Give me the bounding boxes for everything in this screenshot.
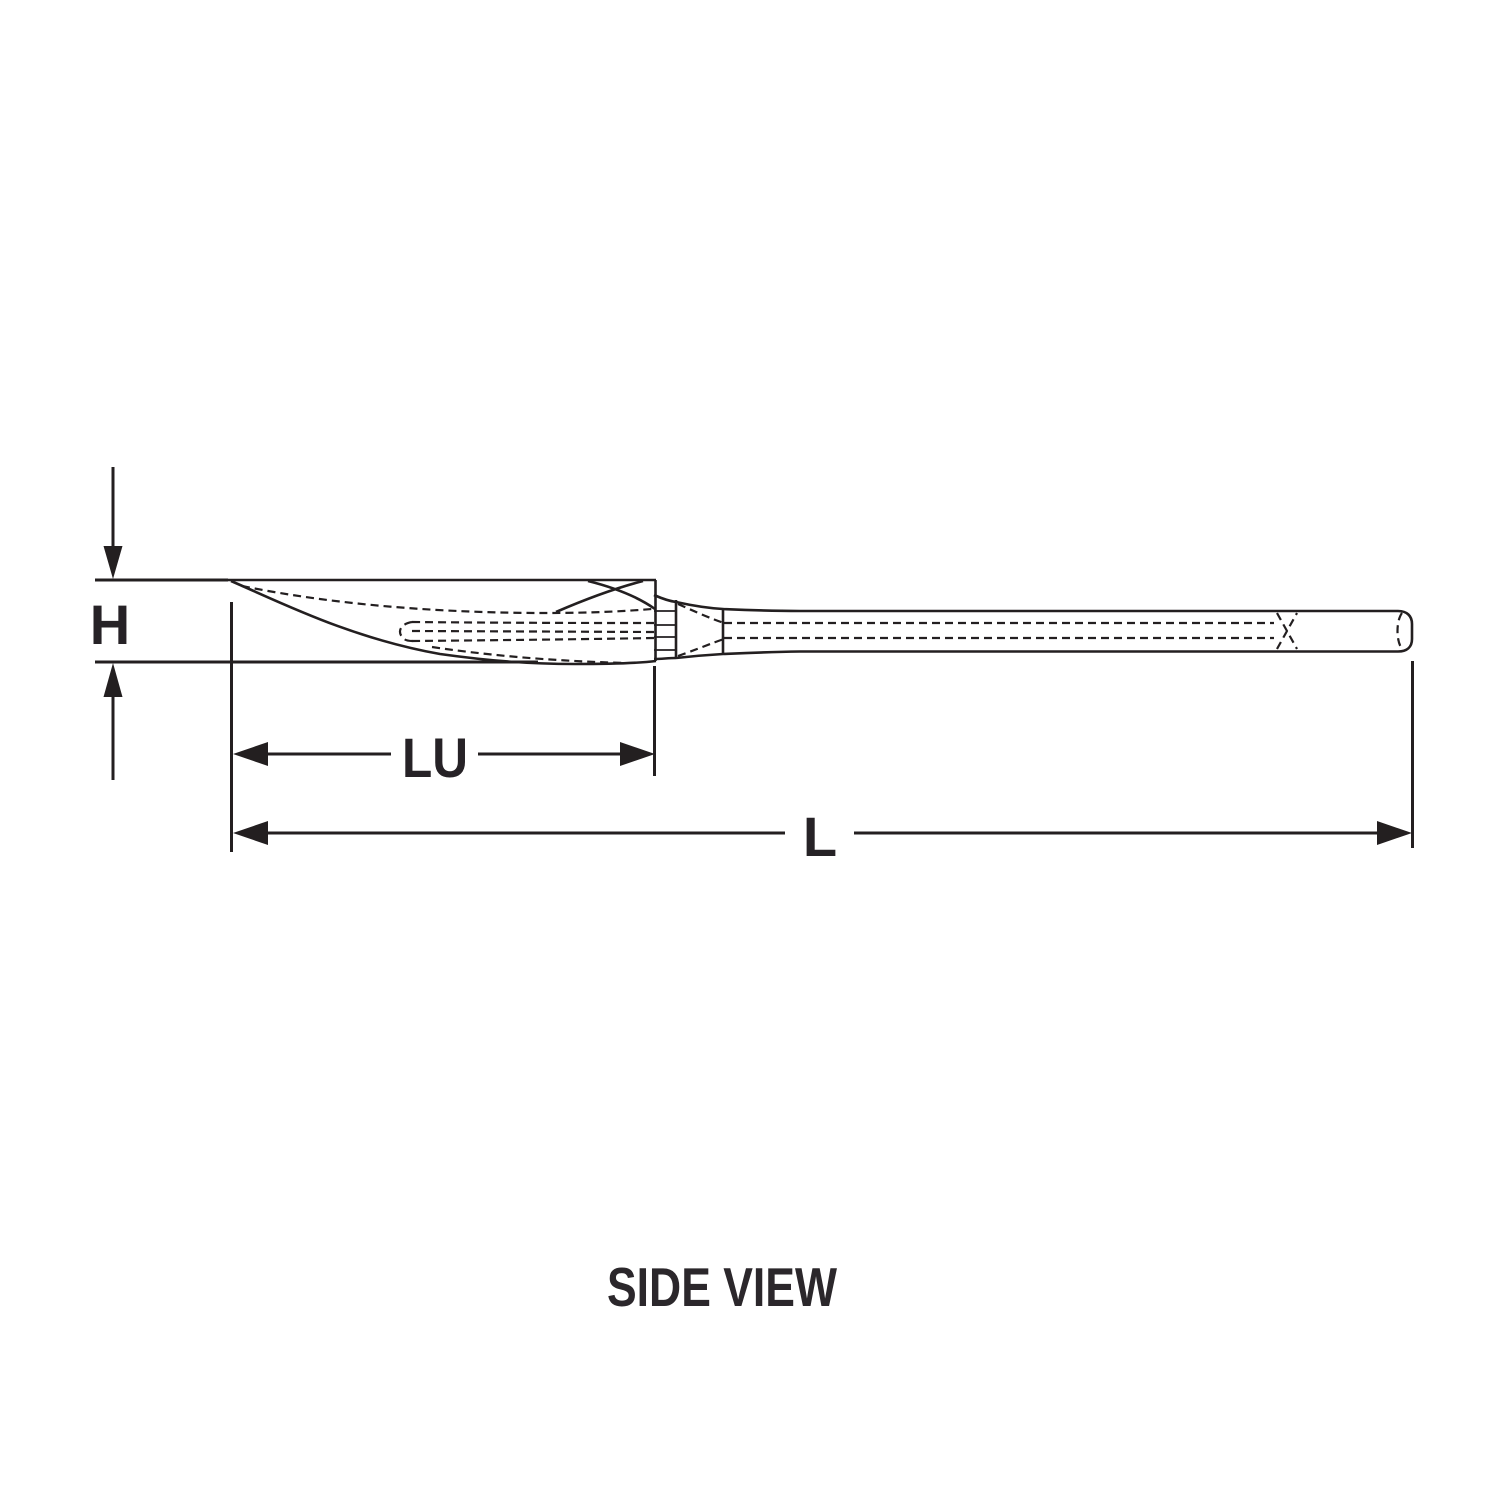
shaft-bottom-edge xyxy=(723,652,1398,655)
bolster-facet-lines xyxy=(654,611,676,650)
hidden-shaft-end-cross xyxy=(1277,613,1297,649)
l-arrow-left xyxy=(233,821,268,845)
hidden-end-face-arc xyxy=(1398,613,1403,649)
hidden-flute-top-curve xyxy=(242,586,652,613)
h-label: H xyxy=(89,593,131,656)
lu-dimension xyxy=(232,602,656,852)
hidden-flute-line-3 xyxy=(412,638,654,641)
hidden-flute-end-hook xyxy=(400,622,414,641)
blade-flute-curve xyxy=(556,581,643,612)
lu-label: LU xyxy=(402,726,468,789)
h-arrow-down-head xyxy=(104,546,123,579)
hidden-flute-line-1 xyxy=(412,622,654,623)
bolster-bottom-edge xyxy=(654,658,676,659)
shaft-top-edge xyxy=(723,609,1398,611)
l-label: L xyxy=(802,805,838,868)
l-arrow-right xyxy=(1377,821,1412,845)
side-view-caption: SIDE VIEW xyxy=(607,1256,838,1318)
lu-arrow-left xyxy=(233,742,268,766)
tool-drawing xyxy=(228,580,1412,664)
hidden-flute-line-2 xyxy=(412,631,654,632)
bolster-top-edge xyxy=(654,595,676,602)
h-arrow-up-head xyxy=(104,663,123,697)
lu-arrow-right xyxy=(620,742,655,766)
